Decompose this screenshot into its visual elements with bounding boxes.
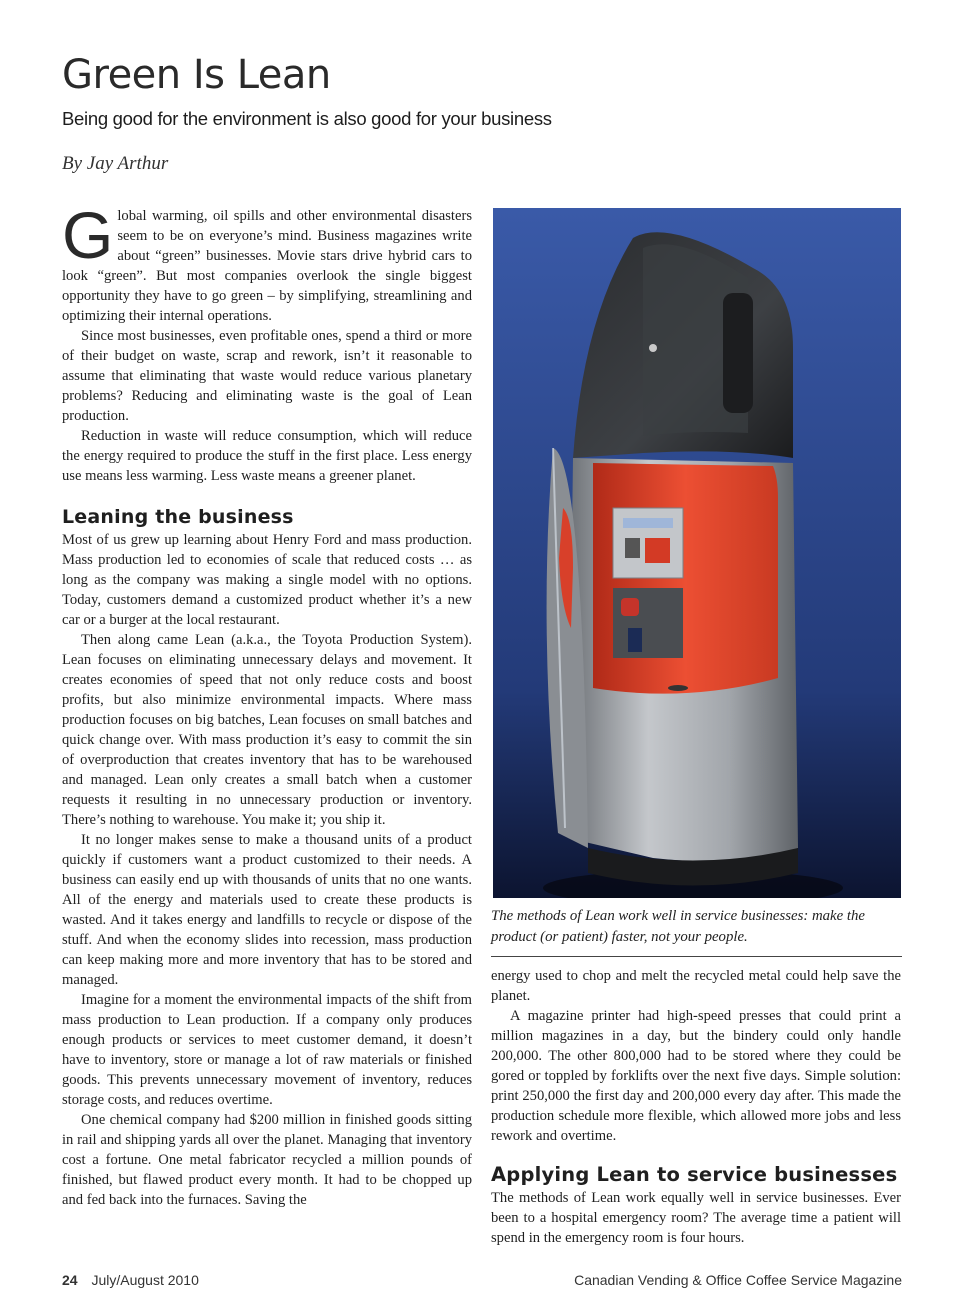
paragraph: It no longer makes sense to make a thousand units of a product quickly if customers want a product customized to their needs. A business can easily end up with thousands of units that no one wants. All of the energy and materials used to create these products is wasted. And it takes energy and landfills to recycle or dispose of the stuff. And when the economy slides into recession, mass production can keep making more and more inventory that has to be stored and managed.: [62, 832, 472, 988]
paragraph: Reduction in waste will reduce consumption, which will reduce the energy required to produce the stuff in the first place. Less energy use means less warming. Less waste means a greener planet.: [62, 428, 472, 484]
paragraph: Imagine for a moment the environmental impacts of the shift from mass production to Lean production. If a company only produces enough products or services to meet customer demand, it doesn’t have to inventory, store or manage a lot of raw materials or finished goods. This prevents unnecessary movement of inventory, reduces storage costs, and reduces overtime.: [62, 992, 472, 1108]
kiosk-photo: [493, 208, 901, 898]
paragraph-text: lobal warming, oil spills and other environmental disasters seem to be on everyone’s mind. Business magazines write about “green” businesses. Movie stars drive hybrid cars to look “green”. But most companies overlook the single biggest opportunity they have to go green – by simplifying, streamlining and optimizing their internal operations.: [62, 208, 472, 324]
paragraph: Most of us grew up learning about Henry Ford and mass production. Mass production led to economies of scale that reduced costs … as long as the company was making a single model with no options. Today, customers demand a customized product whether it’s a new car or a burger at the local restaurant.: [62, 532, 472, 628]
kiosk-illustration: [493, 208, 901, 898]
byline: By Jay Arthur: [62, 153, 169, 174]
paragraph: [62, 198, 472, 326]
paragraph: A magazine printer had high-speed presses that could print a million magazines in a day, but the bindery could only handle 200,000. The other 800,000 had to be stored where they could be gored or toppled by forklifts over the next five days. Simple solution: print 250,000 the first day and 200,000 every day after. This made the production schedule more flexible, which allowed more jobs and less rework and overtime.: [491, 1008, 901, 1144]
article-title: Green Is Lean: [62, 52, 331, 98]
section-heading-leaning: Leaning the business: [62, 506, 294, 528]
issue-date: July/August 2010: [91, 1272, 199, 1288]
drop-cap: G: [62, 198, 114, 272]
photo-caption: The methods of Lean work well in service businesses: make the product (or patient) faster, not your people.: [491, 906, 902, 957]
left-column: [62, 198, 472, 1210]
paragraph: energy used to chop and melt the recycled metal could help save the planet.: [491, 968, 901, 1004]
right-column: [491, 966, 901, 1248]
paragraph: Then along came Lean (a.k.a., the Toyota Production System). Lean focuses on eliminating unnecessary delays and movement. It creates economies of speed that not only reduce costs and boost profits, but also minimize environmental impacts. Where mass production focuses on big batches, Lean focuses on small batches and quick change over. With mass production it’s easy to commit the sin of overproduction that creates inventory that has to be warehoused and managed. Lean only creates a small batch when a customer requests it resulting in no unnecessary production or inventory. There’s nothing to warehouse. You make it; you ship it.: [62, 632, 472, 828]
section-heading-service: Applying Lean to service businesses: [491, 1163, 898, 1186]
paragraph: The methods of Lean work equally well in service businesses. Ever been to a hospital emergency room? The average time a patient will spend in the emergency room is four hours.: [491, 1190, 901, 1246]
paragraph: Since most businesses, even profitable ones, spend a third or more of their budget on waste, scrap and rework, isn’t it reasonable to assume that eliminating that waste would reduce various planetary problems? Reducing and eliminating waste is the goal of Lean production.: [62, 328, 472, 424]
page-footer: [62, 1272, 902, 1288]
page-number: 24: [62, 1272, 78, 1288]
paragraph: One chemical company had $200 million in finished goods sitting in rail and shipping yards all over the planet. Managing that inventory cost a fortune. One metal fabricator recycled a million pounds of finished, but flawed product every month. It had to be chopped up and fed back into the furnaces. Saving the: [62, 1112, 472, 1208]
magazine-name: Canadian Vending & Office Coffee Service Magazine: [574, 1272, 902, 1288]
article-subtitle: Being good for the environment is also good for your business: [62, 108, 552, 129]
